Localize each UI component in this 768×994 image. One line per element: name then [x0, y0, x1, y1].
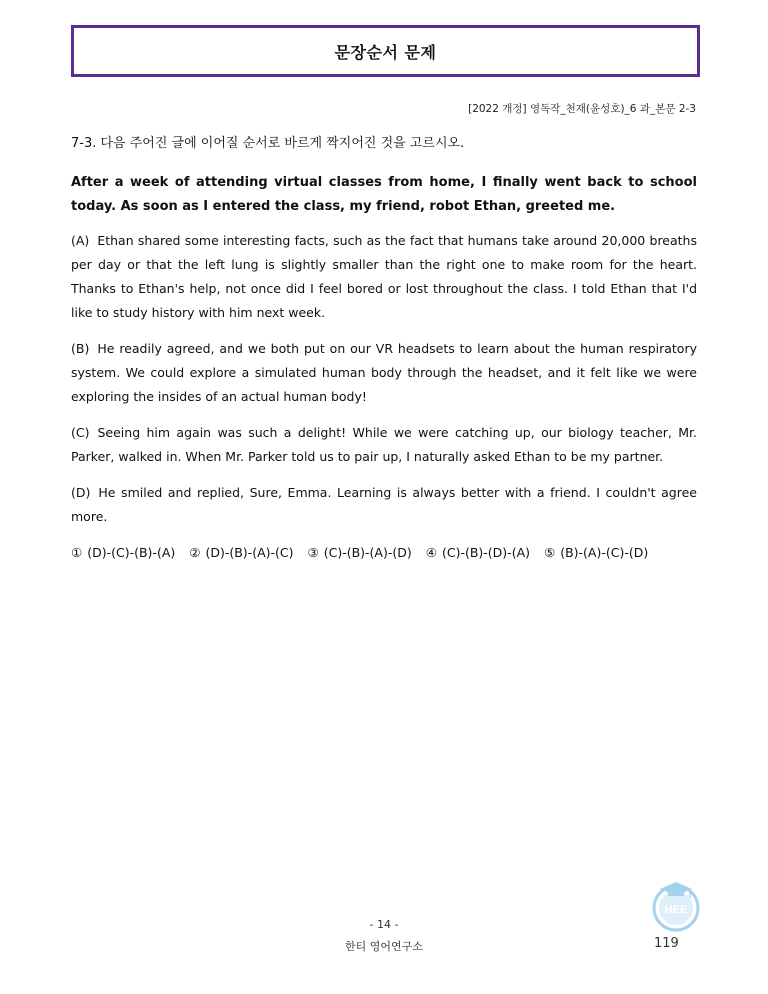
- question-content: [71, 134, 697, 565]
- paragraph-c: [71, 421, 697, 469]
- option-number: ④: [425, 545, 437, 560]
- answer-option-3[interactable]: [308, 541, 412, 565]
- answer-option-2[interactable]: [189, 541, 293, 565]
- paragraph-text: Ethan shared some interesting facts, such as the fact that humans take around 20,000 breaths per day or that the left lung is slightly smaller than the right one to make room for the heart. Thanks to Ethan's help, not once did I feel bored or lost throughout the class. I told Ethan that I'd like to study history with him next week.: [71, 233, 697, 320]
- answer-option-1[interactable]: [71, 541, 175, 565]
- organization-name: 한티 영어연구소: [345, 940, 423, 953]
- option-number: ①: [71, 545, 83, 560]
- page-marker: - 14 -: [369, 918, 399, 931]
- question-prompt: 7-3. 다음 주어진 글에 이어질 순서로 바르게 짝지어진 것을 고르시오.: [71, 136, 465, 151]
- paragraph-tag: (C): [71, 425, 90, 440]
- paragraph-a: [71, 229, 697, 325]
- option-number: ③: [307, 545, 319, 560]
- option-text: (C)-(B)-(A)-(D): [323, 545, 412, 560]
- page-title: 문장순서 문제: [334, 42, 437, 62]
- answer-option-5[interactable]: [544, 541, 648, 565]
- option-text: (B)-(A)-(C)-(D): [560, 545, 649, 560]
- paragraph-tag: (D): [71, 485, 91, 500]
- title-box: [71, 25, 700, 77]
- option-text: (D)-(B)-(A)-(C): [205, 545, 294, 560]
- option-number: ②: [189, 545, 201, 560]
- paragraph-text: He smiled and replied, Sure, Emma. Learning is always better with a friend. I couldn't agree more.: [71, 485, 697, 524]
- paragraph-tag: (B): [71, 341, 90, 356]
- paragraph-b: [71, 337, 697, 409]
- paragraph-d: [71, 481, 697, 529]
- option-number: ⑤: [544, 545, 556, 560]
- paragraph-text: Seeing him again was such a delight! While we were catching up, our biology teacher, Mr. Parker, walked in. When Mr. Parker told us to pair up, I naturally asked Ethan to be my partner.: [71, 425, 697, 464]
- paragraph-tag: (A): [71, 233, 90, 248]
- option-text: (D)-(C)-(B)-(A): [87, 545, 176, 560]
- answer-option-4[interactable]: [426, 541, 530, 565]
- paragraph-text: He readily agreed, and we both put on our VR headsets to learn about the human respiratory system. We could explore a simulated human body through the headset, and it felt like we were exploring the insides of an actual human body!: [71, 341, 697, 404]
- option-text: (C)-(B)-(D)-(A): [441, 545, 530, 560]
- page-number: 119: [654, 936, 679, 951]
- source-reference: [2022 개정] 영독작_천재(윤성호)_6 과_본문 2-3: [468, 103, 696, 115]
- answer-options: [71, 541, 697, 565]
- logo-text: HEE: [664, 904, 688, 916]
- lead-passage: After a week of attending virtual classes from home, I finally went back to school today. As soon as I entered the class, my friend, robot Ethan, greeted me.: [71, 175, 697, 214]
